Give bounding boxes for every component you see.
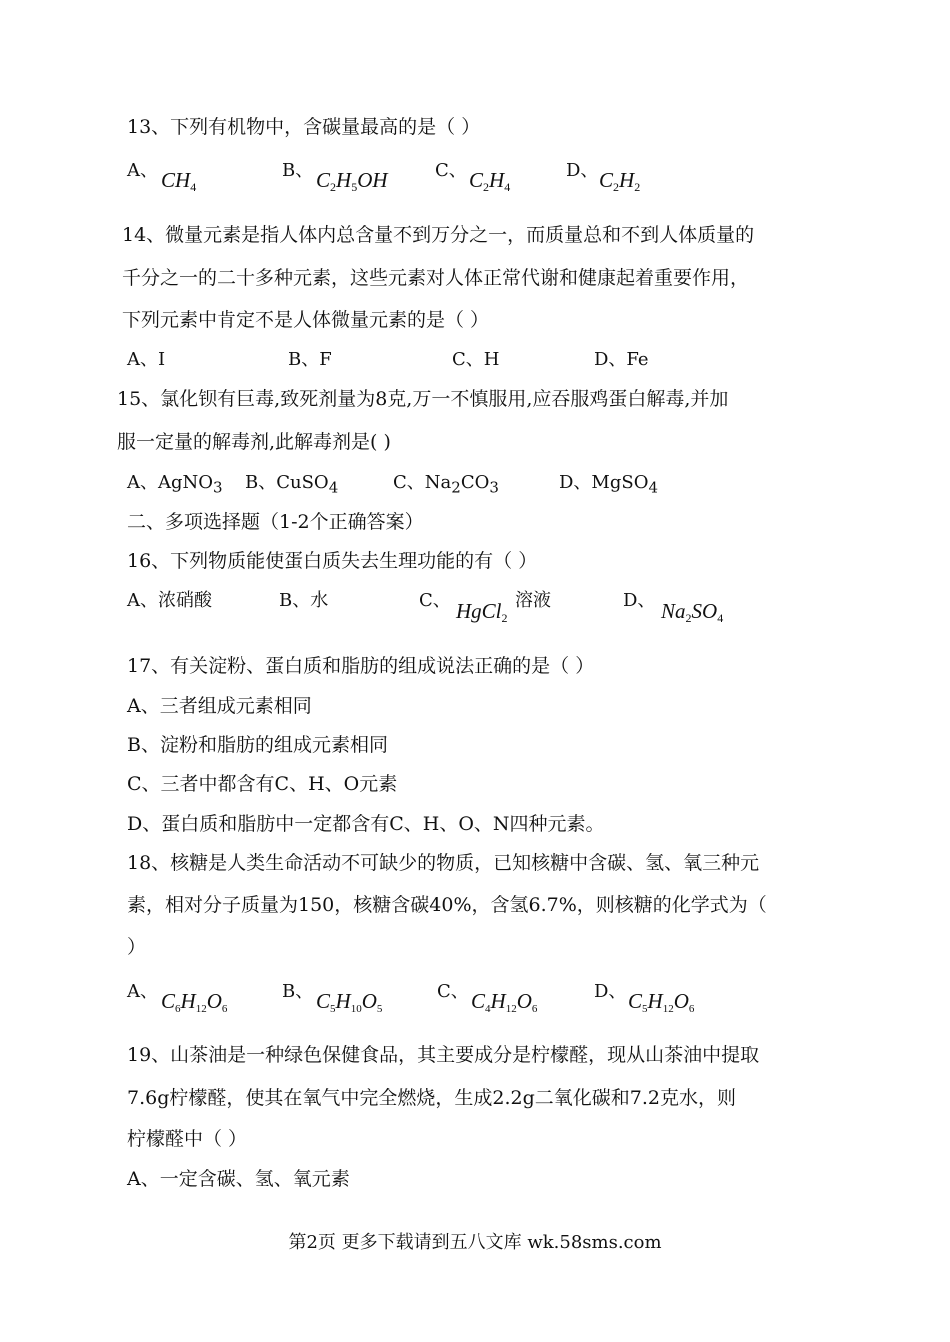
q15-option-b: B、CuSO$_4$ [245,472,339,497]
question-15-line-2: 服一定量的解毒剂,此解毒剂是( ) [117,431,391,453]
q13-option-a-label: A、 [127,160,158,181]
q15-option-d: D、MgSO$_4$ [559,472,659,497]
question-18-line-1: 18、核糖是人类生命活动不可缺少的物质，已知核糖中含碳、氢、氧三种元 [127,852,760,874]
question-19-line-2: 7.6g柠檬醛，使其在氧气中完全燃烧，生成2.2g二氧化碳和7.2克水，则 [127,1087,736,1109]
q14-option-d: D、Fe [594,349,649,370]
q19-option-a: A、一定含碳、氢、氧元素 [127,1168,350,1190]
q16-option-d-label: D、 [623,590,656,611]
q17-option-b: B、淀粉和脂肪的组成元素相同 [127,734,388,756]
q13-option-b-label: B、 [282,160,314,181]
q18-option-a-formula: $C_6H_{12}O_6$ [161,989,228,1015]
q16-option-c-suffix: 溶液 [515,590,551,611]
question-13-stem: 13、下列有机物中，含碳量最高的是（ ） [127,116,481,138]
question-16-stem: 16、下列物质能使蛋白质失去生理功能的有（ ） [127,550,538,572]
question-19-line-3: 柠檬醛中（ ） [127,1128,248,1150]
q13-option-a-formula: $CH_4$ [161,168,197,194]
q13-option-b-formula: $C_2H_5OH$ [316,168,388,194]
q18-option-b-formula: $C_5H_{10}O_5$ [316,989,383,1015]
q18-option-c-label: C、 [437,981,469,1002]
q18-option-a-label: A、 [127,981,158,1002]
question-15-line-1: 15、氯化钡有巨毒,致死剂量为8克,万一不慎服用,应吞服鸡蛋白解毒,并加 [117,388,729,410]
question-14-line-1: 14、微量元素是指人体内总含量不到万分之一，而质量总和不到人体质量的 [122,224,755,246]
q13-option-c-formula: $C_2H_4$ [469,168,511,194]
question-18-line-3: ） [127,936,147,958]
q13-option-c-label: C、 [435,160,467,181]
question-18-line-2: 素，相对分子质量为150，核糖含碳40%，含氢6.7%，则核糖的化学式为（ [127,894,767,916]
question-14-line-2: 千分之一的二十多种元素，这些元素对人体正常代谢和健康起着重要作用， [122,267,750,289]
q18-option-c-formula: $C_4H_{12}O_6$ [471,989,538,1015]
q14-option-b: B、F [288,349,332,370]
q16-option-c-formula: HgCl$_2$ [456,599,508,625]
q13-option-d-formula: $C_2H_2$ [599,168,641,194]
question-19-line-1: 19、山茶油是一种绿色保健食品，其主要成分是柠檬醛，现从山茶油中提取 [127,1044,760,1066]
question-14-line-3: 下列元素中肯定不是人体微量元素的是（ ） [122,309,490,331]
q16-option-b: B、水 [279,590,329,611]
section-2-title: 二、多项选择题（1-2个正确答案） [127,511,424,533]
q16-option-c-label: C、 [419,590,451,611]
q18-option-d-label: D、 [594,981,627,1002]
q17-option-c: C、三者中都含有C、H、O元素 [127,773,398,795]
q15-option-a: A、AgNO$_3$ [127,472,223,497]
q14-option-a: A、I [127,349,166,370]
q16-option-d-formula: $Na_2SO_4$ [661,599,724,625]
q14-option-c: C、H [452,349,500,370]
q18-option-b-label: B、 [282,981,314,1002]
q15-option-c: C、$Na_2CO_3$ [393,472,499,497]
q17-option-a: A、三者组成元素相同 [127,695,312,717]
q17-option-d: D、蛋白质和脂肪中一定都含有C、H、O、N四种元素。 [127,813,605,835]
q16-option-a: A、浓硝酸 [127,590,212,611]
question-17-stem: 17、有关淀粉、蛋白质和脂肪的组成说法正确的是（ ） [127,655,595,677]
q13-option-d-label: D、 [566,160,599,181]
page-footer: 第2页 更多下载请到五八文库 wk.58sms.com [288,1232,662,1253]
q18-option-d-formula: $C_5H_{12}O_6$ [628,989,695,1015]
